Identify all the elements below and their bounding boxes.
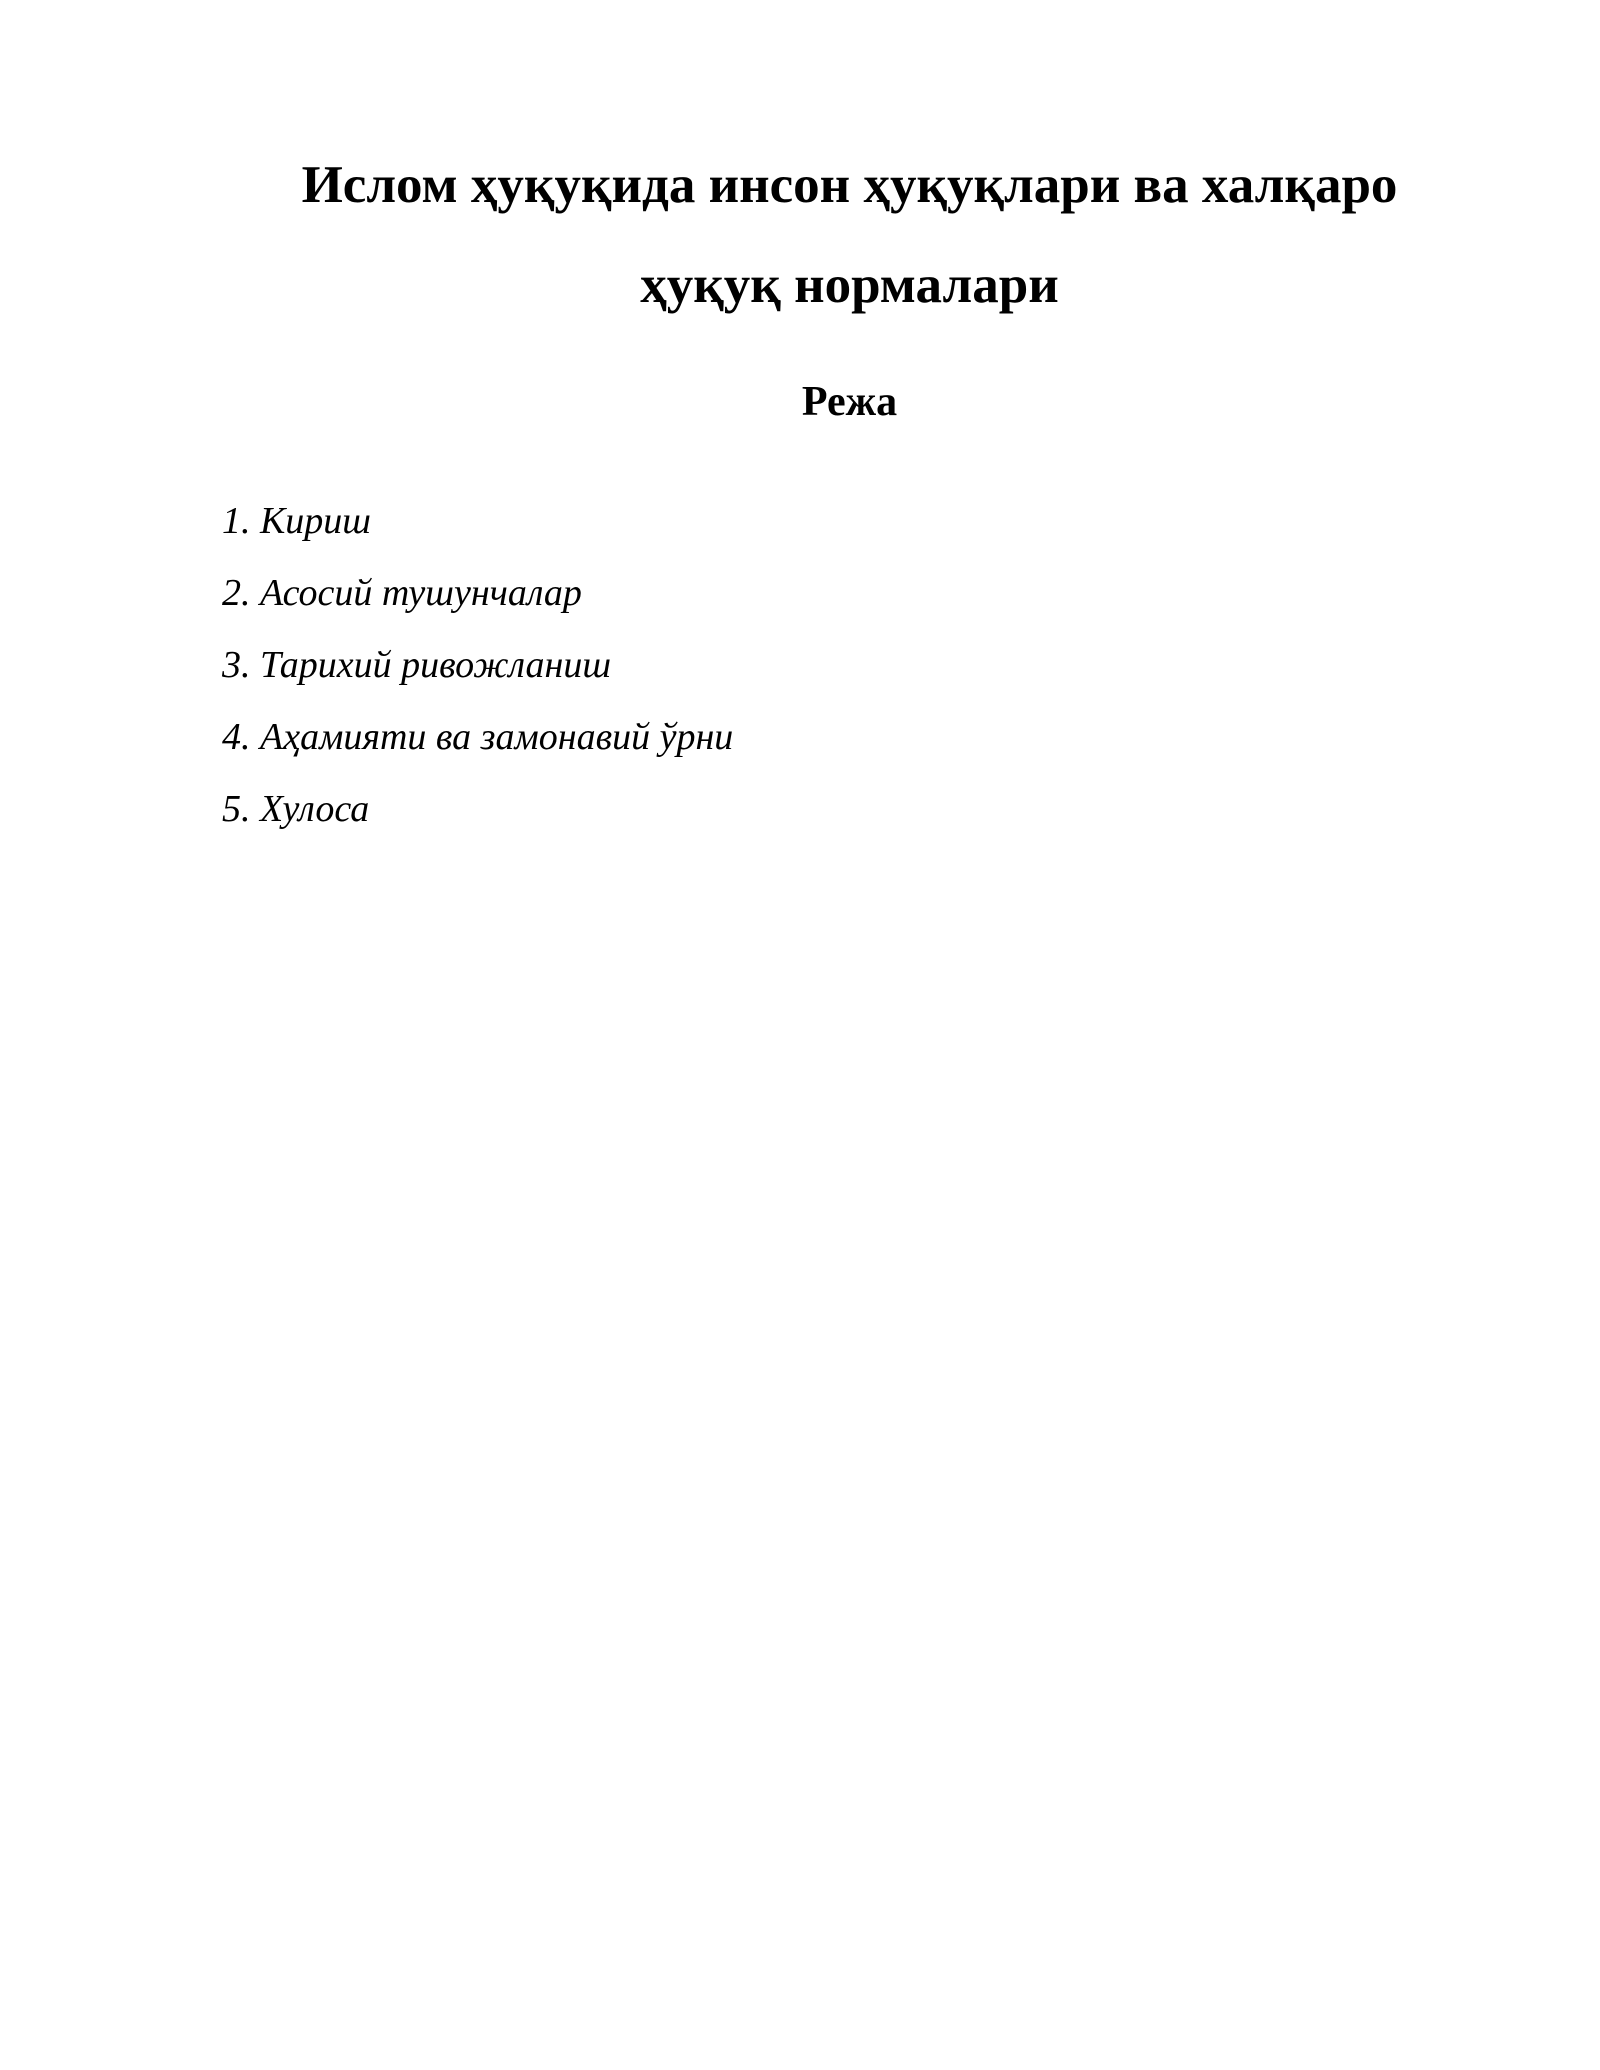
- plan-heading: Режа: [801, 379, 898, 425]
- plan-item-basic-concepts: 2. Асосий тушунчалар: [222, 572, 582, 614]
- plan-list: [222, 485, 733, 845]
- title-line-2: ҳуқуқ нормалари: [640, 256, 1059, 314]
- title-line-1: Ислом ҳуқуқида инсон ҳуқуқлари ва халқаро: [301, 156, 1398, 214]
- plan-item-conclusion: 5. Хулоса: [222, 788, 370, 830]
- plan-item-historical-development: 3. Тарихий ривожланиш: [222, 644, 612, 686]
- plan-item-intro: 1. Кириш: [222, 500, 371, 542]
- document-title: [222, 135, 1477, 335]
- plan-item-significance: 4. Аҳамияти ва замонавий ўрни: [222, 716, 734, 758]
